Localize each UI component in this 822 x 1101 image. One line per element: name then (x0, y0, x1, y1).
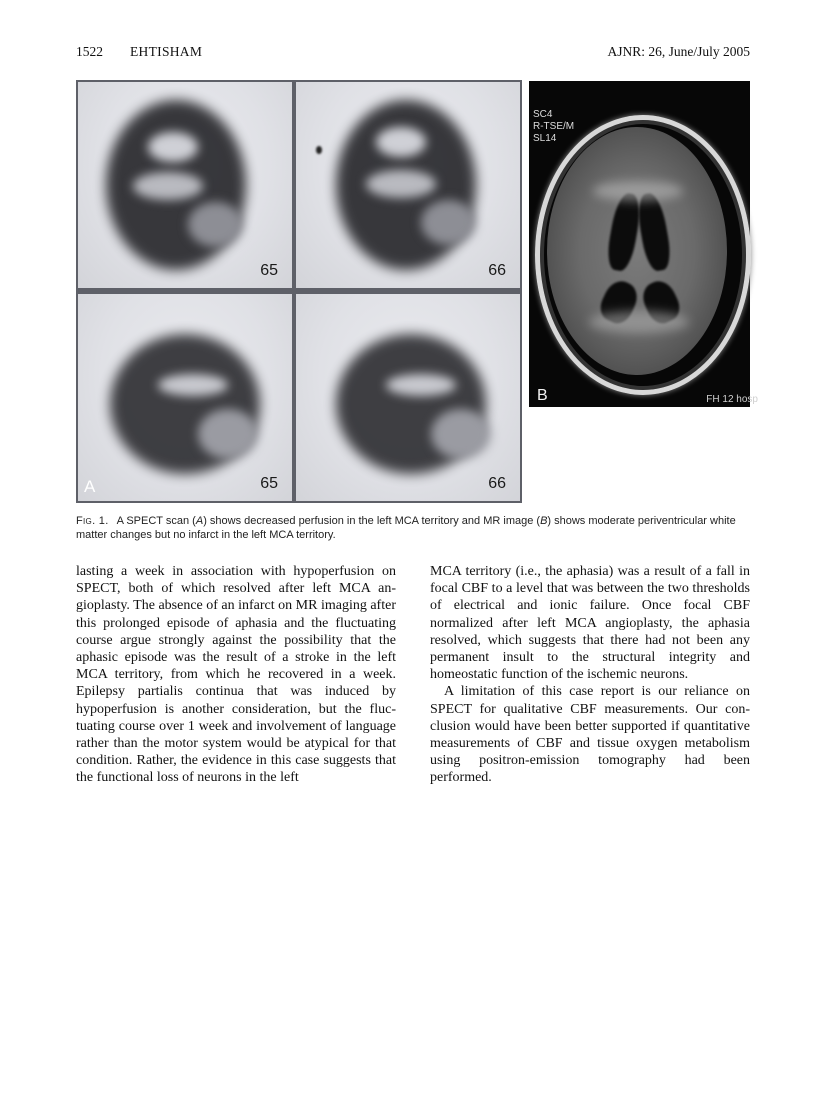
caption-ref-b: B (540, 515, 548, 527)
perfusion-gap (158, 374, 228, 396)
perfusion-gap (198, 409, 258, 459)
perfusion-gap (386, 374, 456, 396)
perfusion-gap (431, 409, 491, 459)
spect-panel (296, 294, 520, 501)
spect-panel (78, 294, 292, 501)
caption-text: ) shows moderate periventricular white matter changes but no infarct in the left MCA territory. (76, 515, 736, 541)
perfusion-gap (421, 200, 476, 245)
caption-text: A SPECT scan ( (116, 515, 196, 527)
running-title: EHTISHAM (130, 44, 203, 59)
slice-number: 66 (488, 475, 506, 492)
perfusion-gap (188, 202, 243, 247)
mr-corner-text: FH 12 hosp (706, 394, 758, 405)
body-paragraph: A limitation of this case report is our reliance on SPECT for qualitative CBF measurements. Our conclusion would have been better supported if quantitative measurements of CBF and tissue oxygen metabolism using positron-emission tomography had been performed. (430, 684, 750, 786)
figure-caption (76, 514, 752, 542)
slice-number: 65 (260, 262, 278, 279)
mr-overlay-line: R-TSE/M (533, 121, 575, 132)
white-matter-hyperintensity (593, 181, 683, 201)
perfusion-gap (366, 170, 436, 198)
journal-citation: AJNR: 26, June/July 2005 (607, 44, 750, 59)
white-matter-hyperintensity (589, 311, 689, 333)
figure-b-mr-image (529, 81, 758, 407)
spect-panel (296, 82, 520, 288)
figure-a-label: A (84, 477, 96, 496)
body-right-column (430, 563, 750, 787)
body-paragraph: MCA territory (i.e., the aphasia) was a result of a fall in focal CBF to a level that was between the two thresholds of electrical and ionic failure. Once focal CBF normalized after left MCA angioplasty, the aphasia resolved, which suggests that there had not been any permanent insult to the structural integrity and homeostatic function of the ischemic neurons. (430, 564, 750, 683)
perfusion-gap (148, 132, 198, 162)
slice-number: 66 (488, 262, 506, 279)
page-number: 1522 (76, 44, 103, 59)
mr-overlay-line: SL14 (533, 133, 557, 144)
caption-text: ) shows decreased perfusion in the left MCA territory and MR image ( (203, 515, 541, 527)
mr-overlay-line: SC4 (533, 109, 553, 120)
perfusion-gap (133, 172, 203, 200)
spect-panel (78, 82, 292, 288)
brain-parenchyma (547, 127, 727, 375)
figure-a-spect-grid (76, 80, 522, 503)
caption-fig-label: Fig. 1. (76, 515, 109, 527)
body-paragraph: lasting a week in association with hypoperfusion on SPECT, both of which resolved after left MCA angioplasty. The absence of an infarct on MR imaging after this prolonged episode of aphasia and the fluctuating course argue strongly against the possibility that the aphasic episode was the result of a stroke in the left MCA territory, from which he recovered in a week. Epilepsy partialis continua that was induced by hypoperfusion is another consideration, but the fluctuating course over 1 week and involvement of language rather than the motor system would be atypical for that condition. Rather, the evidence in this case suggests that the functional loss of neurons in the left (76, 564, 396, 786)
perfusion-gap (376, 127, 426, 157)
artifact-dot (316, 146, 322, 154)
mr-overlay-text (533, 109, 574, 145)
slice-number: 65 (260, 475, 278, 492)
body-left-column (76, 563, 396, 787)
caption-ref-a: A (195, 515, 204, 527)
running-header (76, 44, 750, 64)
figure-b-label: B (537, 387, 548, 404)
